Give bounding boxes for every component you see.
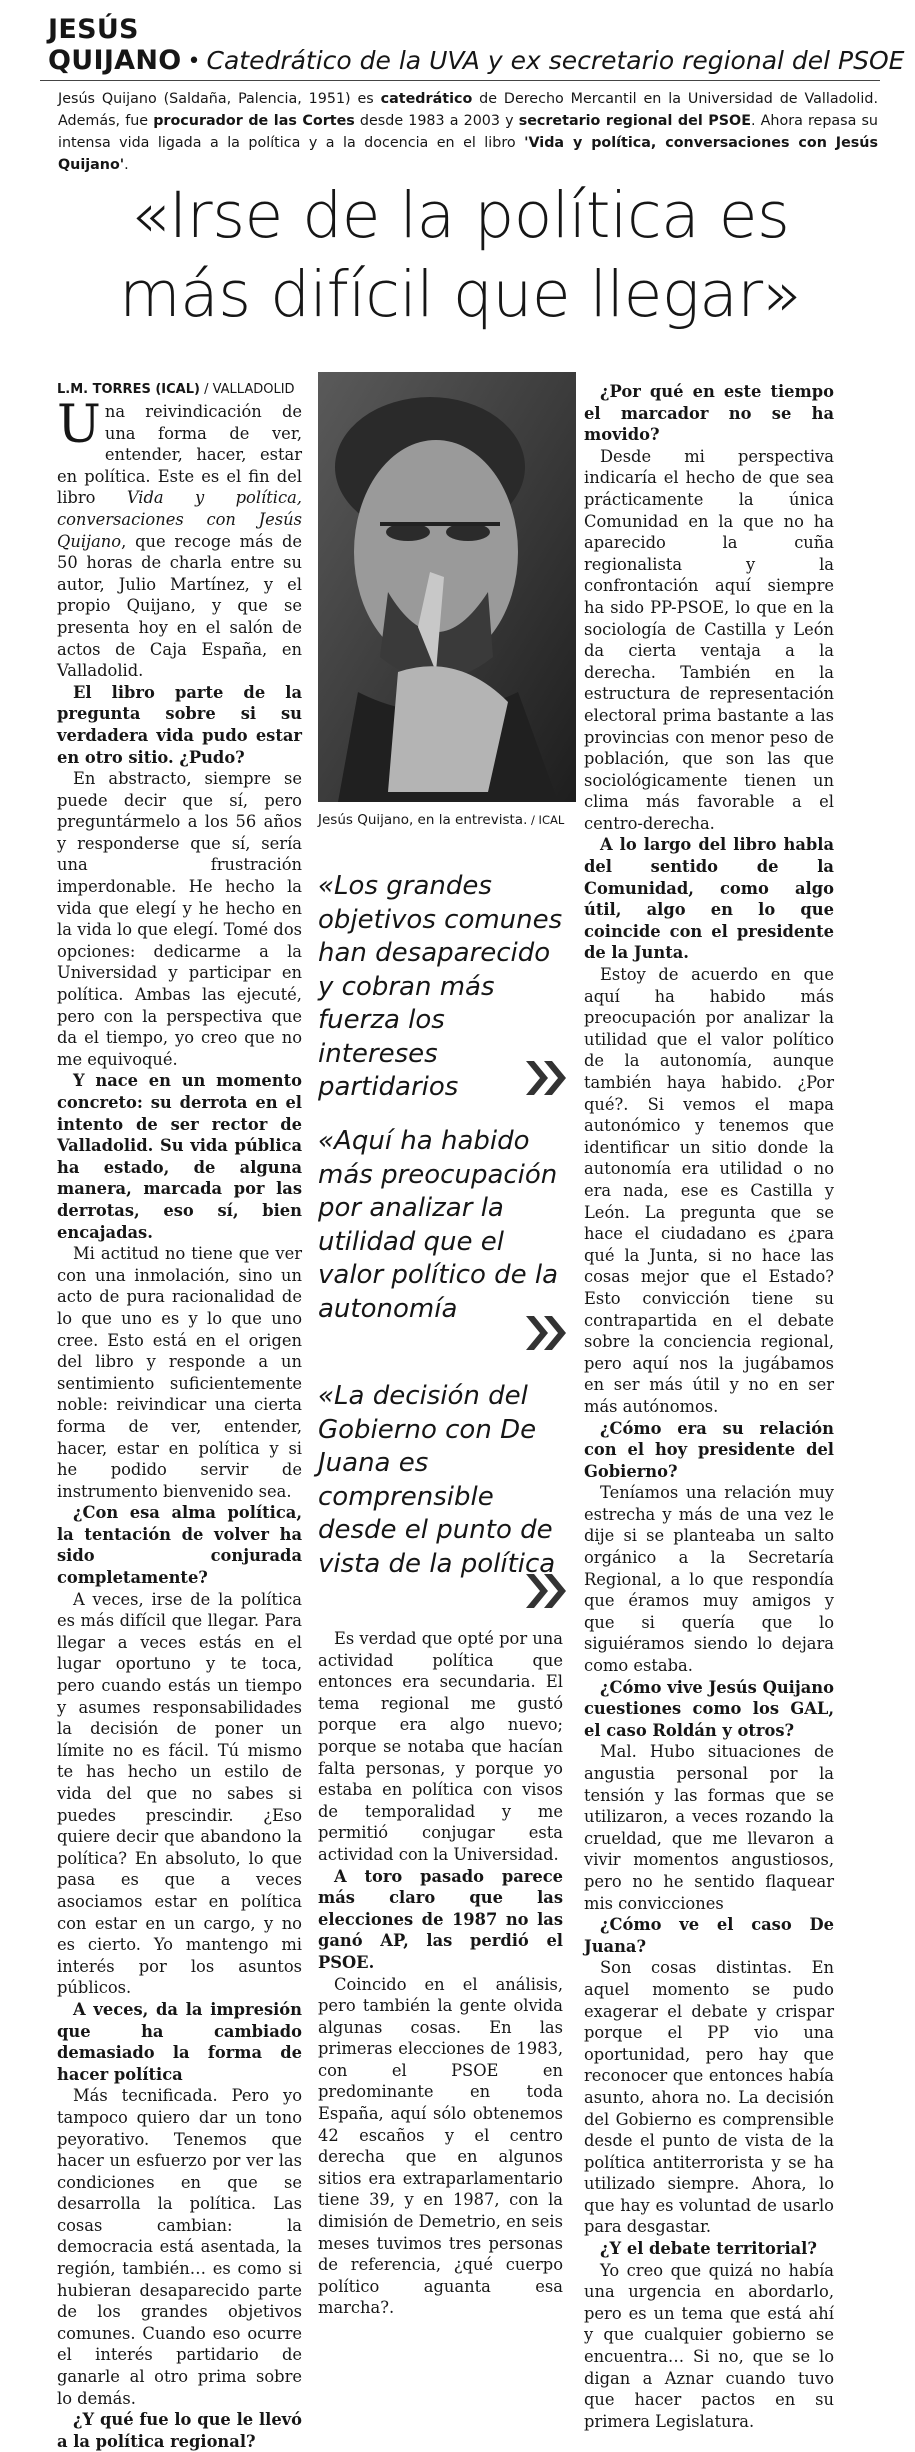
closing-quote-icon <box>522 1570 570 1612</box>
question: A lo largo del libro habla del sentido de la Comunidad, como algo útil, algo en lo que coincide con el presidente de la Junta. <box>584 835 834 963</box>
question: ¿Y el debate territorial? <box>600 2239 817 2259</box>
article-column-1 <box>57 381 302 2452</box>
byline: L.M. TORRES (ICAL) / VALLADOLID <box>57 382 295 397</box>
answer: Mi actitud no tiene que ver con una inmolación, sino un acto de pura racionalidad de lo que uno es y lo que uno cree. Esto está en el origen del libro y responde a un sentimiento suficientemente noble: reivindicar una cierta forma de ver, entender, hacer, estar en política y si he podido servir de instrumento bienvenido sea. <box>57 1244 302 1501</box>
pull-quote-2: «Aquí ha habido más preocupación por analizar la utilidad que el valor político de la autonomía <box>318 1126 559 1324</box>
question: A veces, da la impresión que ha cambiado demasiado la forma de hacer política <box>57 1999 302 2084</box>
question: ¿Con esa alma política, la tentación de volver ha sido conjurada completamente? <box>57 1503 302 1588</box>
question: El libro parte de la pregunta sobre si su verdadera vida pudo estar en otro sitio. ¿Pudo? <box>57 682 302 767</box>
answer: Estoy de acuerdo en que aquí ha habido más preocupación por analizar la utilidad que el valor político de la autonomía, aunque también haya habido. ¿Por qué?. Si vemos el mapa autonómico y tenemos que identificar un sitio donde la autonomía era utilidad o no era nada, ese es Castilla y León. La pregunta que se hace el ciudadano es ¿para qué la Junta, si no hace las cosas mejor que el Estado? Esto convicción tiene su contrapartida en el debate sobre la conciencia regional, pero aquí nos la jugábamos en ser más útil y no en ser más autónomos. <box>584 965 834 1416</box>
interviewee-photo <box>318 372 576 802</box>
headline-line-1: «Irse de la política es <box>130 179 790 252</box>
lead-paragraph: Una reivindicación de una forma de ver, entender, hacer, estar en política. Este es el fin del libro Vida y política, conversaciones con Jesús Quijano, que recoge más de 50 horas de charla entre su autor, Julio Martínez, y el propio Quijano, y que se presenta hoy en el salón de actos de Caja España, en Valladolid. <box>57 395 302 681</box>
interviewee-name: JESÚS QUIJANO <box>48 14 182 76</box>
question: ¿Cómo ve el caso De Juana? <box>584 1915 834 1956</box>
answer: Coincido en el análisis, pero también la gente olvida algunas cosas. En las primeras elecciones de 1983, con el PSOE en predominante en toda España, aquí sólo obtenemos 42 escaños y el centro derecha que en algunos sitios era extraparlamentario tiene 39, y en 1987, con la dimisión de Demetrio, en seis meses tuvimos tres personas de referencia, ¿qué cuerpo político aguanta esa marcha?. <box>318 1974 563 2318</box>
closing-quote-icon <box>522 1312 570 1354</box>
photo-credit: / ICAL <box>527 813 565 827</box>
answer: Son cosas distintas. En aquel momento se pudo exagerar el debate y crispar porque el PP vio una oportunidad, pero hay que reconocer que entonces había asunto, ahora no. La decisión del Gobierno es comprensible desde el punto de vista de la política antiterrorista y se ha utilizado siempre. Ahora, lo que hay es voluntad de usarlo para desgastar. <box>584 1958 834 2237</box>
article-column-2 <box>318 1628 563 2319</box>
interviewee-role: Catedrático de la UVA y ex secretario regional del PSOE <box>206 46 905 75</box>
answer: Teníamos una relación muy estrecha y más de una vez le dije si se planteaba un salto orgánico a la Secretaría Regional, a lo que respondía que éramos muy amigos y que si quería que lo siguiéramos siendo lo dejara como estaba. <box>584 1483 834 1676</box>
drop-cap: U <box>57 395 101 455</box>
header-separator: • <box>187 49 201 74</box>
closing-quote-icon <box>522 1057 570 1099</box>
intro-paragraph: Jesús Quijano (Saldaña, Palencia, 1951) es catedrático de Derecho Mercantil en la Universidad de Valladolid. Además, fue procurador de las Cortes desde 1983 a 2003 y secretario regional del PSOE. Ahora repasa su intensa vida ligada a la política y a la docencia en el libro 'Vida y política, conversaciones con Jesús Quijano'. <box>58 91 878 173</box>
answer: Es verdad que opté por una actividad política que entonces era secundaria. El tema regional me gustó porque era algo nuevo; porque se notaba que hacían falta personas, y porque yo estaba en política con visos de temporalidad y me permitió conjugar esta actividad con la Universidad. <box>318 1629 563 1864</box>
article-column-3 <box>584 381 834 2432</box>
answer: A veces, irse de la política es más difícil que llegar. Para llegar a veces estás en el lugar oportuno y te toca, pero cuando estás un tiempo y asumes responsabilidades la decisión de poner un límite no es fácil. Tú mismo te has hecho un estilo de vida del que no sabes si puedes prescindir. ¿Eso quiere decir que abandono la política? En absoluto, lo que pasa es que a veces asociamos estar en política con estar en un cargo, y no es cierto. Yo mantengo mi interés por los asuntos públicos. <box>57 1589 302 1998</box>
answer: Yo creo que quizá no había una urgencia en abordarlo, pero es un tema que está ahí y que cualquier gobierno se encuentra… Si no, que se lo digan a Aznar cuando tuvo que hacer pactos en su primera Legislatura. <box>584 2260 834 2431</box>
answer: Más tecnificada. Pero yo tampoco quiero dar un tono peyorativo. Tenemos que hacer un esfuerzo por ver las condiciones en que se desarrolla la política. Las cosas cambian: la democracia está asentada, la región, también… es como si hubieran desaparecido parte de los grandes objetivos comunes. Cuando eso ocurre el interés partidario de ganarle al otro prima sobre lo demás. <box>57 2086 302 2408</box>
question: ¿Y qué fue lo que le llevó a la política regional? <box>57 2410 302 2451</box>
question: A toro pasado parece más claro que las elecciones de 1987 no las ganó AP, las perdió el PSOE. <box>318 1866 563 1972</box>
headline <box>40 176 880 334</box>
answer: Desde mi perspectiva indicaría el hecho de que sea prácticamente la única Comunidad en la que no ha aparecido la cuña regionalista y la confrontación aquí siempre ha sido PP-PSOE, lo que en la sociología de Castilla y León da cierta ventaja a la derecha. También en la estructura de representación electoral prima bastante a las provincias con menor peso de población, que son las que sociológicamente tienen un clima más favorable a el centro-derecha. <box>584 446 834 833</box>
section-header <box>40 14 905 81</box>
pull-quote-1: «Los grandes objetivos comunes han desaparecido y cobran más fuerza los intereses partidarios <box>318 871 563 1102</box>
answer: En abstracto, siempre se puede decir que sí, pero preguntármelo a los 56 años y responderse que sí, sería una frustración imperdonable. He hecho la vida que elegí y he hecho en la vida lo que elegí. Tomé dos opciones: dedicarme a la Universidad y participar en política. Ambas las ejecuté, pero con la perspectiva que da el tiempo, yo creo que no me equivoqué. <box>57 769 302 1069</box>
question: ¿Cómo vive Jesús Quijano cuestiones como los GAL, el caso Roldán y otros? <box>584 1677 834 1740</box>
question: ¿Cómo era su relación con el hoy presidente del Gobierno? <box>584 1418 834 1481</box>
question: ¿Por qué en este tiempo el marcador no se ha movido? <box>584 382 834 445</box>
question: Y nace en un momento concreto: su derrota en el intento de ser rector de Valladolid. Su vida pública ha estado, de alguna manera, marcada por las derrotas, eso sí, bien encajadas. <box>57 1071 302 1242</box>
headline-line-2: más difícil que llegar» <box>119 258 801 331</box>
pull-quote-3: «La decisión del Gobierno con De Juana es comprensible desde el punto de vista de la política <box>318 1381 556 1579</box>
answer: Mal. Hubo situaciones de angustia personal por la tensión y las formas que se utilizaron, a veces rozando la crueldad, que me llevaron a vivir momentos angustiosos, pero no he sentido flaquear mis convicciones <box>584 1742 834 1913</box>
photo-caption: Jesús Quijano, en la entrevista. / ICAL <box>318 812 565 828</box>
